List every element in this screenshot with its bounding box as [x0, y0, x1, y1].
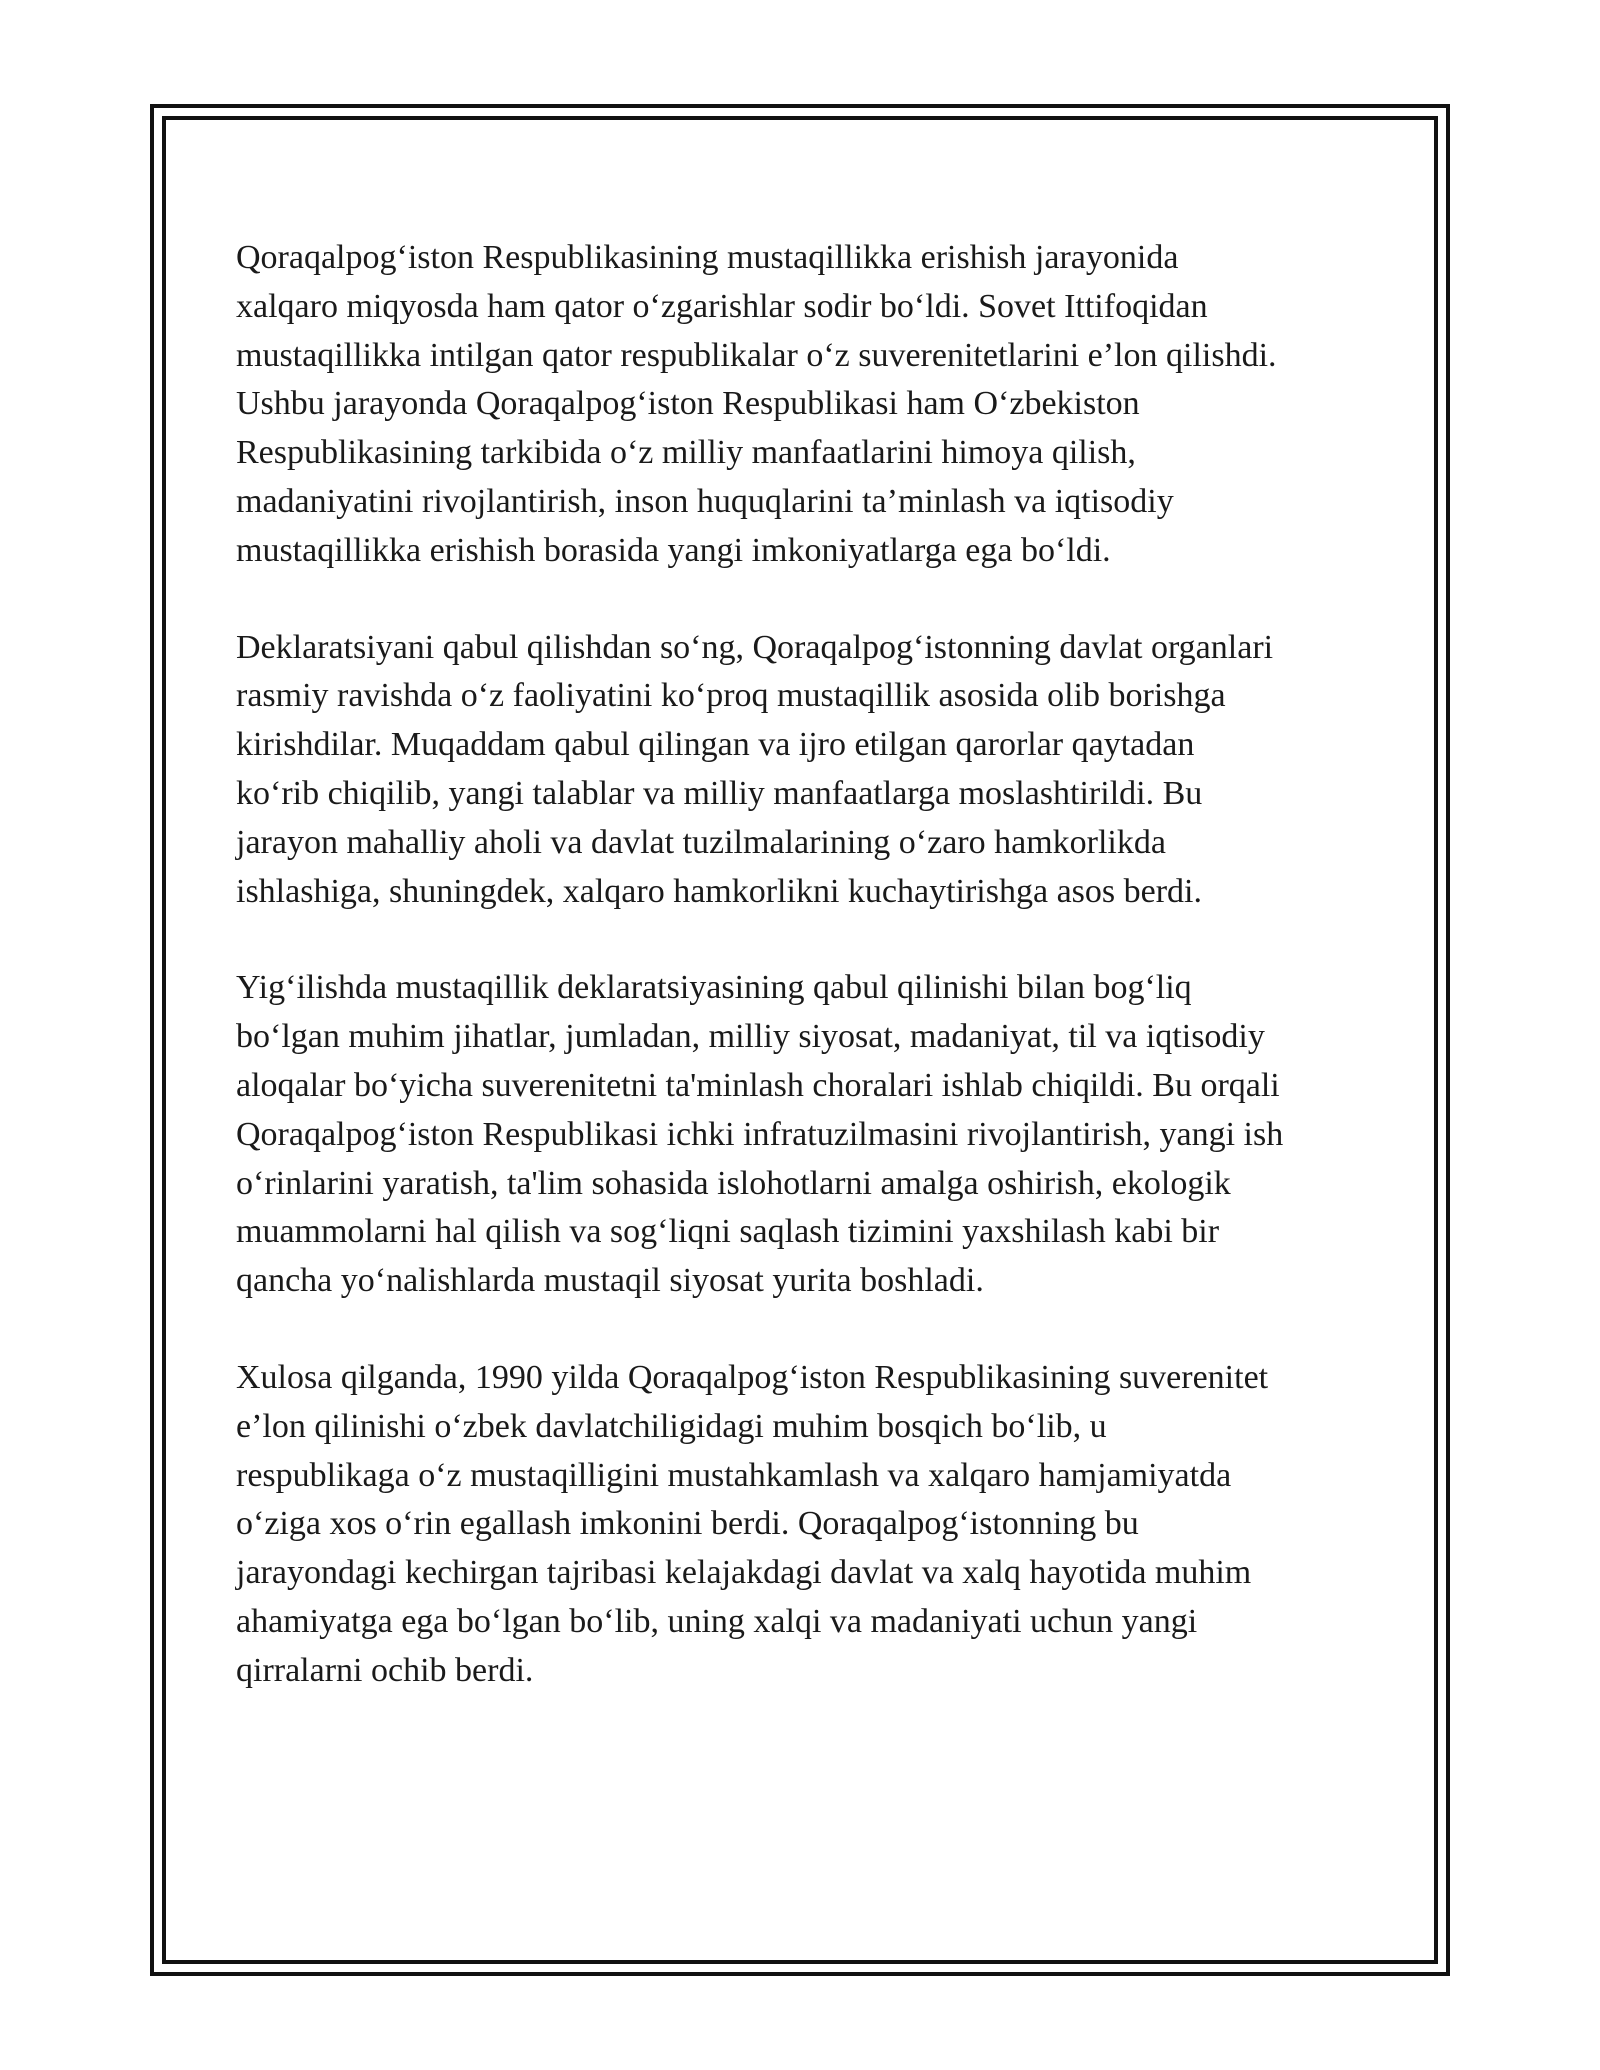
text-line: kirishdilar. Muqaddam qabul qilingan va ijro etilgan qarorlar qaytadan	[236, 726, 1195, 764]
text-line: muammolarni hal qilish va sogʻliqni saqlash tizimini yaxshilash kabi bir	[236, 1213, 1220, 1251]
text-line: koʻrib chiqilib, yangi talablar va milliy manfaatlarga moslashtirildi. Bu	[236, 774, 1203, 812]
text-line: Yigʻilishda mustaqillik deklaratsiyasining qabul qilinishi bilan bogʻliq	[236, 969, 1192, 1007]
text-line: mustaqillikka intilgan qator respublikalar oʻz suverenitetlarini e’lon qilishdi.	[236, 336, 1277, 374]
text-line: Respublikasining tarkibida oʻz milliy manfaatlarini himoya qilish,	[236, 434, 1136, 472]
text-line: ahamiyatga ega boʻlgan boʻlib, uning xalqi va madaniyati uchun yangi	[236, 1602, 1198, 1640]
text-line: madaniyatini rivojlantirish, inson huquqlarini ta’minlash va iqtisodiy	[236, 482, 1174, 520]
text-line: oʻziga xos oʻrin egallash imkonini berdi. Qoraqalpogʻistonning bu	[236, 1505, 1139, 1543]
text-line: Deklaratsiyani qabul qilishdan soʻng, Qoraqalpogʻistonning davlat organlari	[236, 628, 1274, 666]
text-line: qancha yoʻnalishlarda mustaqil siyosat yurita boshladi.	[236, 1262, 984, 1300]
text-line: xalqaro miqyosda ham qator oʻzgarishlar sodir boʻldi. Sovet Ittifoqidan	[236, 287, 1208, 325]
text-line: Qoraqalpogʻiston Respublikasi ichki infratuzilmasini rivojlantirish, yangi ish	[236, 1115, 1284, 1153]
text-line: Qoraqalpogʻiston Respublikasining mustaqillikka erishish jarayonida	[236, 239, 1179, 276]
paragraph-3	[236, 964, 1376, 1306]
paragraph-1	[236, 234, 1376, 576]
text-line: jarayon mahalliy aholi va davlat tuzilmalarining oʻzaro hamkorlikda	[236, 823, 1166, 861]
text-line: jarayondagi kechirgan tajribasi kelajakdagi davlat va xalq hayotida muhim	[236, 1554, 1252, 1592]
text-line: qirralarni ochib berdi.	[236, 1651, 534, 1689]
paragraph-4	[236, 1354, 1376, 1696]
document-body	[236, 234, 1376, 1744]
text-line: boʻlgan muhim jihatlar, jumladan, milliy siyosat, madaniyat, til va iqtisodiy	[236, 1018, 1265, 1056]
text-line: Ushbu jarayonda Qoraqalpogʻiston Respublikasi ham Oʻzbekiston	[236, 385, 1140, 423]
text-line: ishlashiga, shuningdek, xalqaro hamkorlikni kuchaytirishga asos berdi.	[236, 872, 1202, 910]
text-line: mustaqillikka erishish borasida yangi imkoniyatlarga ega boʻldi.	[236, 531, 1111, 569]
text-line: oʻrinlarini yaratish, ta'lim sohasida islohotlarni amalga oshirish, ekologik	[236, 1164, 1231, 1202]
text-line: rasmiy ravishda oʻz faoliyatini koʻproq mustaqillik asosida olib borishga	[236, 677, 1226, 715]
text-line: respublikaga oʻz mustaqilligini mustahkamlash va xalqaro hamjamiyatda	[236, 1456, 1232, 1494]
text-line: Xulosa qilganda, 1990 yilda Qoraqalpogʻiston Respublikasining suverenitet	[236, 1358, 1269, 1396]
paragraph-2	[236, 624, 1376, 917]
text-line: aloqalar boʻyicha suverenitetni ta'minlash choralari ishlab chiqildi. Bu orqali	[236, 1066, 1280, 1104]
text-line: e’lon qilinishi oʻzbek davlatchiligidagi muhim bosqich boʻlib, u	[236, 1407, 1107, 1445]
